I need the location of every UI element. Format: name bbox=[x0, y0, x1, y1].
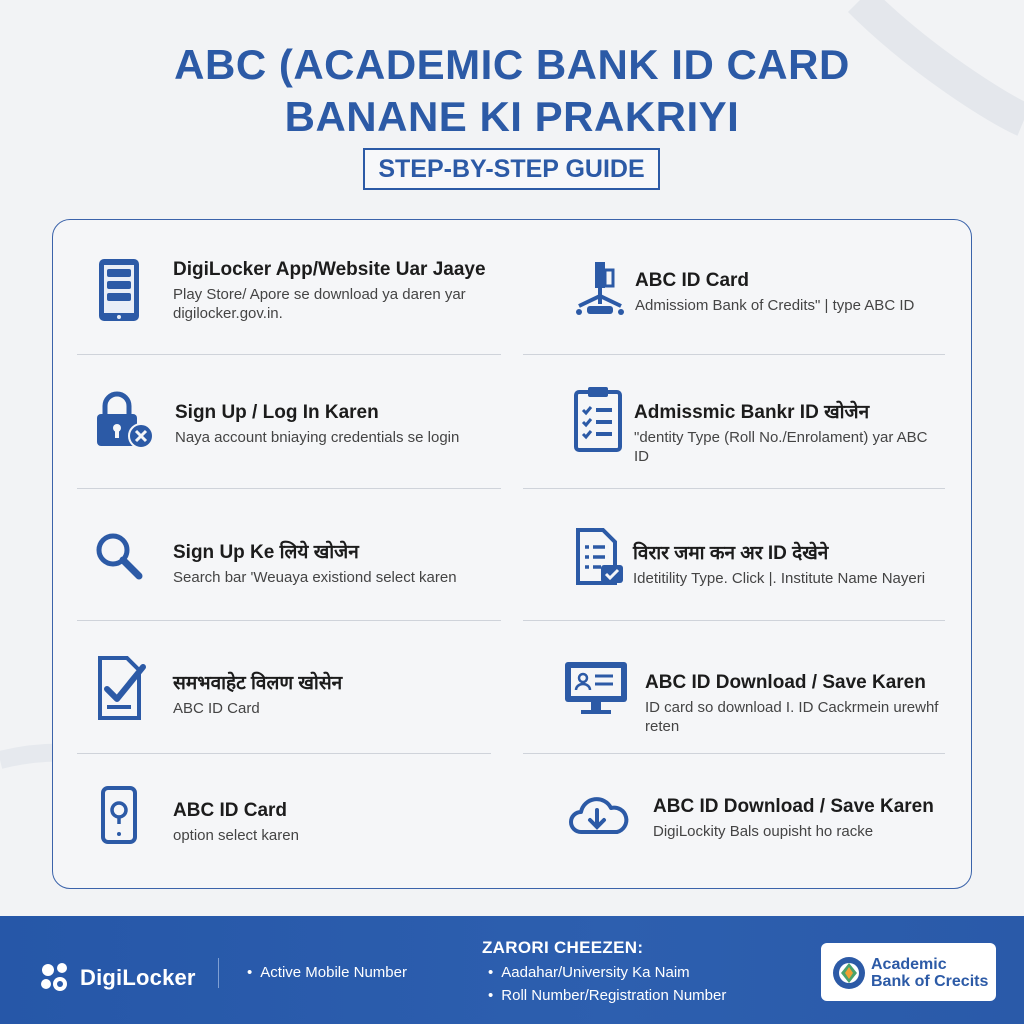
monitor-id-icon bbox=[563, 660, 623, 728]
subtitle-badge: STEP-BY-STEP GUIDE bbox=[363, 148, 660, 190]
step-right-2-title: Admissmic Bankr ID खोजेन bbox=[634, 402, 870, 423]
step-right-3-title: विरार जमा कन अर ID देखेने bbox=[633, 543, 829, 564]
step-right-3-desc: Idetitility Type. Click |. Institute Name Nayeri bbox=[633, 570, 926, 587]
cloud-download-icon bbox=[567, 792, 627, 860]
document-list-icon bbox=[575, 527, 635, 595]
page-title-line-2: BANANE KI PRAKRIYI bbox=[284, 93, 740, 140]
abc-badge-line2: Bank of Crecits bbox=[871, 973, 989, 990]
mobile-location-icon bbox=[101, 786, 161, 854]
step-left-1-title: DigiLocker App/Website Uar Jaaye bbox=[173, 259, 486, 280]
divider bbox=[523, 488, 945, 489]
document-check-icon bbox=[97, 655, 157, 723]
divider bbox=[523, 753, 945, 754]
step-left-1-desc: Play Store/ Apore se download ya daren yar digilocker.gov.in. bbox=[173, 286, 466, 322]
divider bbox=[523, 354, 945, 355]
step-left-4-title: समभवाहेट विलण खोसेन bbox=[173, 673, 343, 694]
step-left-2-desc: Naya account bniaying credentials se login bbox=[175, 429, 460, 446]
digilocker-brand-name: DigiLocker bbox=[80, 965, 196, 990]
step-left-3-title: Sign Up Ke लिये खोजेन bbox=[173, 542, 359, 563]
step-right-1-desc: Admissiom Bank of Credits" | type ABC ID bbox=[635, 297, 915, 314]
step-left-4-desc: ABC ID Card bbox=[173, 700, 260, 717]
requirements-title: ZARORI CHEEZEN: bbox=[482, 938, 644, 957]
steps-card bbox=[52, 219, 972, 889]
step-right-5-title: ABC ID Download / Save Karen bbox=[653, 796, 934, 817]
step-right-4-title: ABC ID Download / Save Karen bbox=[645, 672, 926, 693]
abc-badge bbox=[821, 943, 996, 1001]
magnifier-icon bbox=[95, 528, 155, 596]
abc-badge-line1: Academic bbox=[871, 956, 947, 973]
smartphone-icon bbox=[97, 257, 157, 325]
step-right-5-desc: DigiLockity Bals oupisht ho racke bbox=[653, 823, 874, 840]
requirement-item: • Aadahar/University Ka Naim bbox=[488, 964, 690, 981]
digilocker-logo-icon bbox=[36, 958, 76, 998]
divider bbox=[77, 354, 501, 355]
step-right-2-desc: "dentity Type (Roll No./Enrolament) yar ABC ID bbox=[634, 429, 928, 465]
footer-separator bbox=[218, 958, 219, 988]
clipboard-checklist-icon bbox=[574, 386, 634, 454]
step-left-5-title: ABC ID Card bbox=[173, 800, 288, 821]
divider bbox=[77, 488, 501, 489]
requirement-left-item: • Active Mobile Number bbox=[247, 964, 407, 981]
step-right-4-desc: ID card so download I. ID Cackrmein urewhf reten bbox=[645, 699, 939, 735]
divider bbox=[77, 753, 491, 754]
step-right-1-title: ABC ID Card bbox=[635, 270, 750, 291]
divider bbox=[77, 620, 501, 621]
divider bbox=[523, 620, 945, 621]
stand-icon bbox=[573, 260, 633, 328]
padlock-icon bbox=[95, 390, 155, 458]
abc-logo-icon bbox=[831, 955, 867, 991]
step-left-2-title: Sign Up / Log In Karen bbox=[175, 402, 379, 423]
step-left-5-desc: option select karen bbox=[173, 827, 299, 844]
page-title-line-1: ABC (ACADEMIC BANK ID CARD bbox=[174, 41, 850, 88]
requirement-item: • Roll Number/Registration Number bbox=[488, 987, 726, 1004]
step-left-3-desc: Search bar 'Weuaya existiond select karen bbox=[173, 569, 457, 586]
